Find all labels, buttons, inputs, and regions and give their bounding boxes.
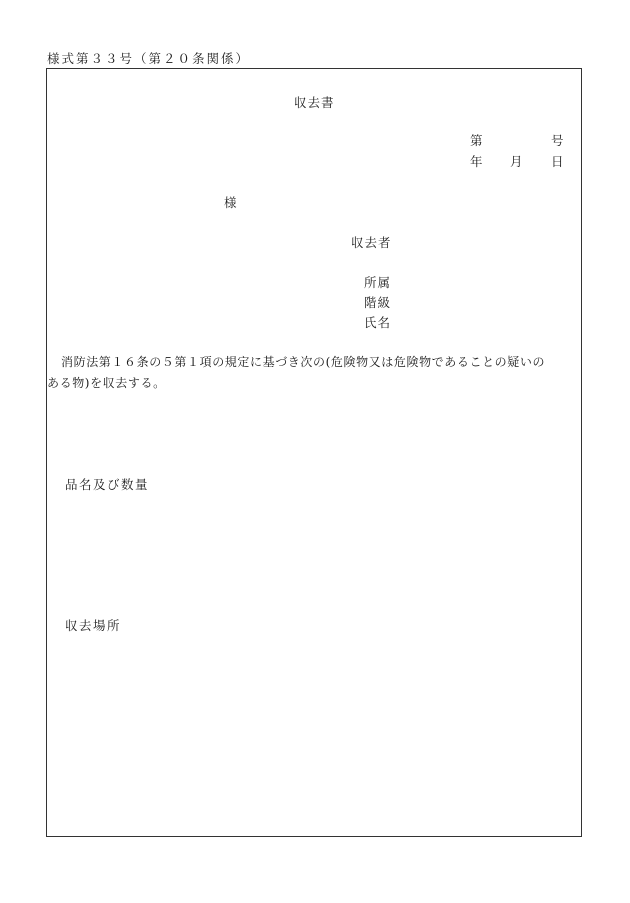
date-month: 月 — [510, 154, 523, 169]
collector-label: 収去者 — [351, 235, 392, 250]
body-text-line-1: 消防法第１６条の５第１項の規定に基づき次の(危険物又は危険物であることの疑いの — [61, 355, 546, 369]
number-suffix: 号 — [551, 133, 564, 148]
form-number: 様式第３３号（第２０条関係） — [47, 51, 251, 66]
date-year: 年 — [470, 154, 483, 169]
number-prefix: 第 — [470, 133, 483, 148]
date-day: 日 — [551, 154, 564, 169]
body-text-line-2: ある物)を収去する。 — [47, 376, 166, 390]
collection-location-label: 収去場所 — [65, 618, 122, 633]
addressee-honorific: 様 — [224, 195, 237, 210]
form-frame — [46, 68, 582, 837]
item-quantity-label: 品名及び数量 — [65, 477, 150, 492]
affiliation-label: 所属 — [364, 275, 392, 290]
document-title: 収去書 — [294, 95, 335, 110]
rank-label: 階級 — [364, 295, 392, 310]
name-label: 氏名 — [364, 315, 392, 330]
